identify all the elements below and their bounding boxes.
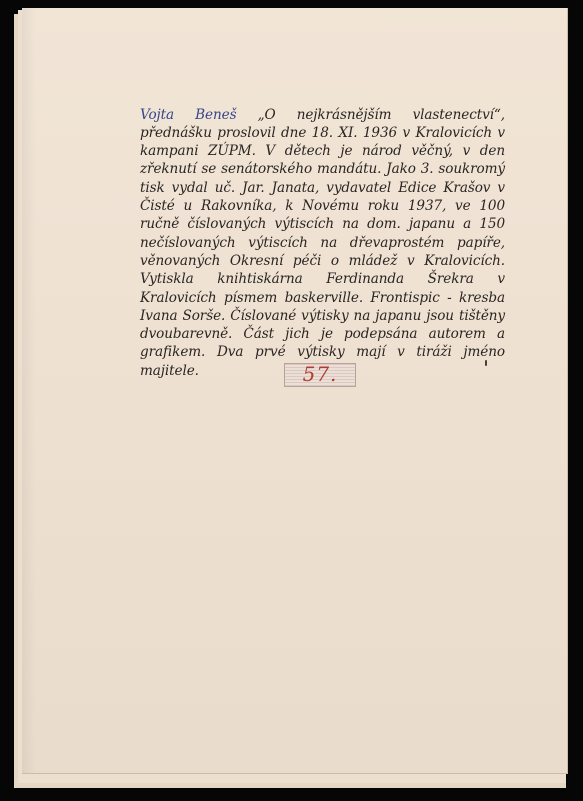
paper-speck [485,360,487,366]
colophon-body: „O nejkrásnějším vlastenectví“, přednášku proslovil dne 18. XI. 1936 v Kralovicích v kampani ZÚPM. V dětech je národ věčný, v den zřeknutí se senátorského mandátu. Jako 3. soukromý tisk vydal uč. Jar. Janata, vydavatel Edice Krašov v Čisté u Rakovníka, k Novému roku 1937, ve 100 ručně číslovaných výtiscích na dom. japanu a 150 nečíslovaných výtiscích na dřevaprostém papíře, věnovaných Okresní péči o mládež v Kralovicích. Vytiskla knihtiskárna Ferdinanda Šrekra v Kralovicích písmem baskerville. Frontispic - kresba Ivana Sorše. Číslované výtisky na japanu jsou tištěny dvoubarevně. Část jich je podepsána autorem a grafikem. Dva prvé výtisky mají v tiráži jméno majitele. [140,106,505,379]
copy-number-stamp [284,363,356,387]
colophon-text [140,106,505,380]
colophon-page [22,8,568,774]
colophon-author: Vojta Beneš [140,106,237,123]
copy-number: 57. [302,362,338,386]
